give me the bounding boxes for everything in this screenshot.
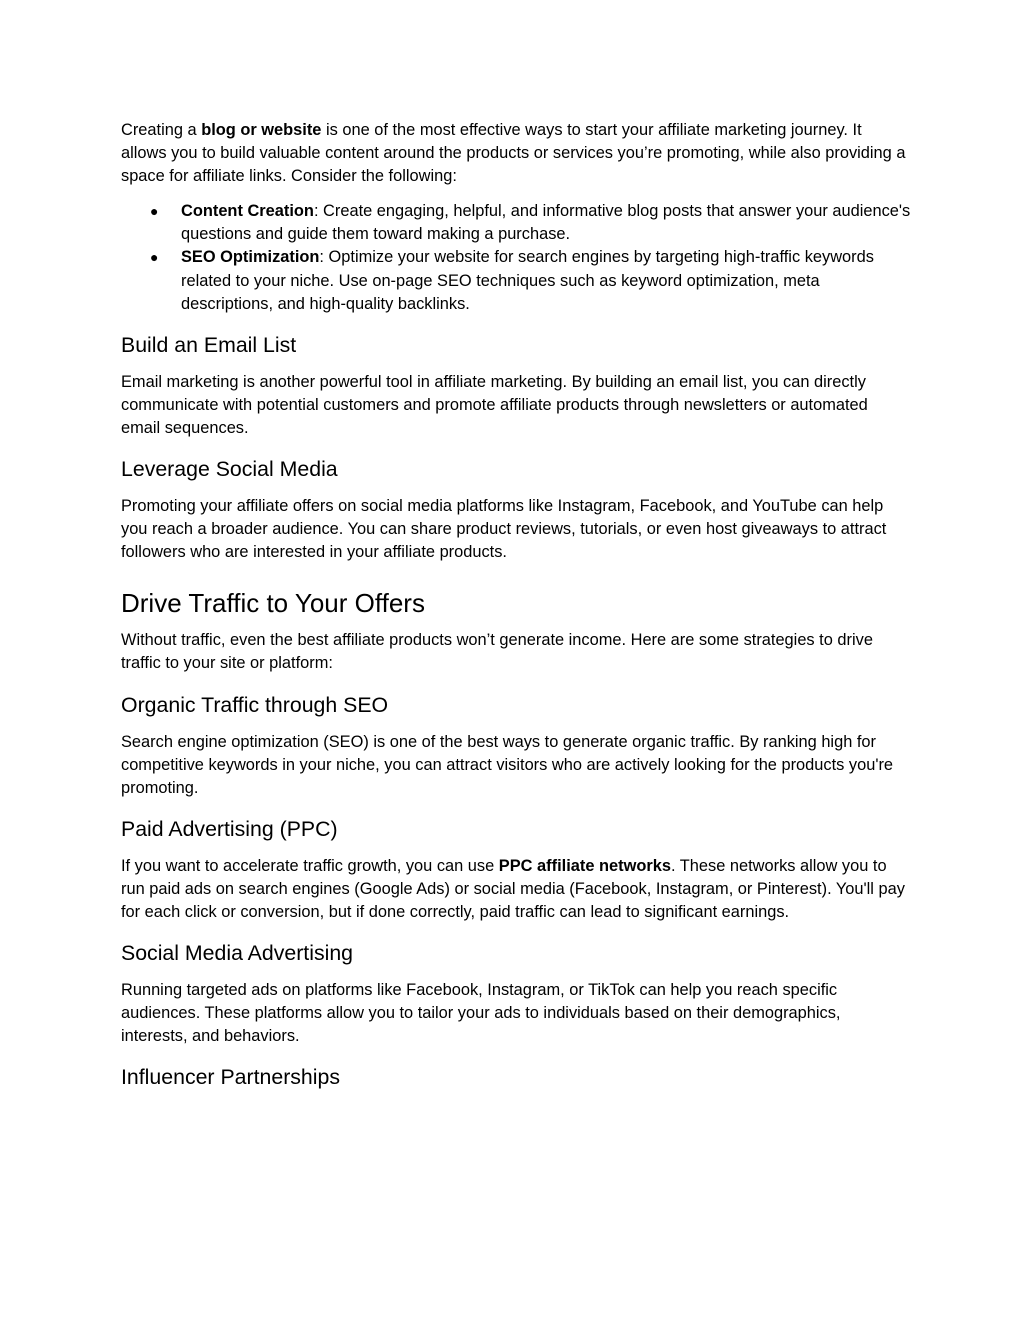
ppc-paragraph bbox=[121, 855, 911, 924]
influencer-heading: Influencer Partnerships bbox=[121, 1065, 341, 1090]
ppc-text-bold: PPC affiliate networks bbox=[498, 856, 671, 875]
seo-heading: Organic Traffic through SEO bbox=[121, 692, 389, 717]
list-item-bold: Content Creation bbox=[181, 202, 314, 221]
list-item bbox=[121, 246, 911, 315]
list-item bbox=[121, 200, 911, 246]
traffic-paragraph: Without traffic, even the best affiliate products won’t generate income. Here are some strategies to drive traffic to your site or platform: bbox=[121, 631, 873, 673]
bullet-icon: ● bbox=[150, 249, 159, 266]
list-item-text: : Create engaging, helpful, and informative blog posts that answer your audience's questions and guide them toward making a purchase. bbox=[181, 202, 911, 244]
ppc-text-post: . These networks allow you to run paid ads on search engines (Google Ads) or social media (Facebook, Instagram, or Pinterest). You'll pay for each click or conversion, but if done correctly, paid traffic can lead to significant earnings. bbox=[121, 856, 905, 921]
bullet-list bbox=[121, 200, 911, 315]
seo-paragraph: Search engine optimization (SEO) is one of the best ways to generate organic traffic. By ranking high for competitive keywords in your niche, you can attract visitors who are actively looking for the products you're promoting. bbox=[121, 732, 894, 797]
email-paragraph: Email marketing is another powerful tool in affiliate marketing. By building an email list, you can directly communicate with potential customers and promote affiliate products through newsletters or automated email sequences. bbox=[121, 372, 868, 437]
ppc-text-pre: If you want to accelerate traffic growth, you can use bbox=[121, 856, 499, 875]
document-page bbox=[121, 119, 911, 1090]
list-item-text: : Optimize your website for search engines by targeting high-traffic keywords related to your niche. Use on-page SEO techniques such as keyword optimization, meta descriptions, and high-quality backlinks. bbox=[181, 248, 874, 313]
social-ads-heading: Social Media Advertising bbox=[121, 941, 354, 966]
social-heading: Leverage Social Media bbox=[121, 457, 338, 482]
bullet-icon: ● bbox=[150, 203, 159, 220]
social-paragraph: Promoting your affiliate offers on social media platforms like Instagram, Facebook, and YouTube can help you reach a broader audience. You can share product reviews, tutorials, or even host giveaways to attract followers who are interested in your affiliate products. bbox=[121, 497, 887, 562]
intro-text-post: is one of the most effective ways to start your affiliate marketing journey. It allows you to build valuable content around the products or services you’re promoting, while also providing a space for affiliate links. Consider the following: bbox=[121, 121, 906, 186]
intro-text-pre: Creating a bbox=[121, 121, 202, 139]
intro-paragraph bbox=[121, 119, 911, 188]
email-heading: Build an Email List bbox=[121, 332, 297, 357]
list-item-bold: SEO Optimization bbox=[181, 248, 320, 267]
intro-text-bold: blog or website bbox=[201, 121, 322, 139]
ppc-heading: Paid Advertising (PPC) bbox=[121, 816, 338, 841]
traffic-heading: Drive Traffic to Your Offers bbox=[121, 588, 425, 619]
social-ads-paragraph: Running targeted ads on platforms like Facebook, Instagram, or TikTok can help you reach specific audiences. These platforms allow you to tailor your ads to individuals based on their demographics, interests, and behaviors. bbox=[121, 981, 841, 1046]
